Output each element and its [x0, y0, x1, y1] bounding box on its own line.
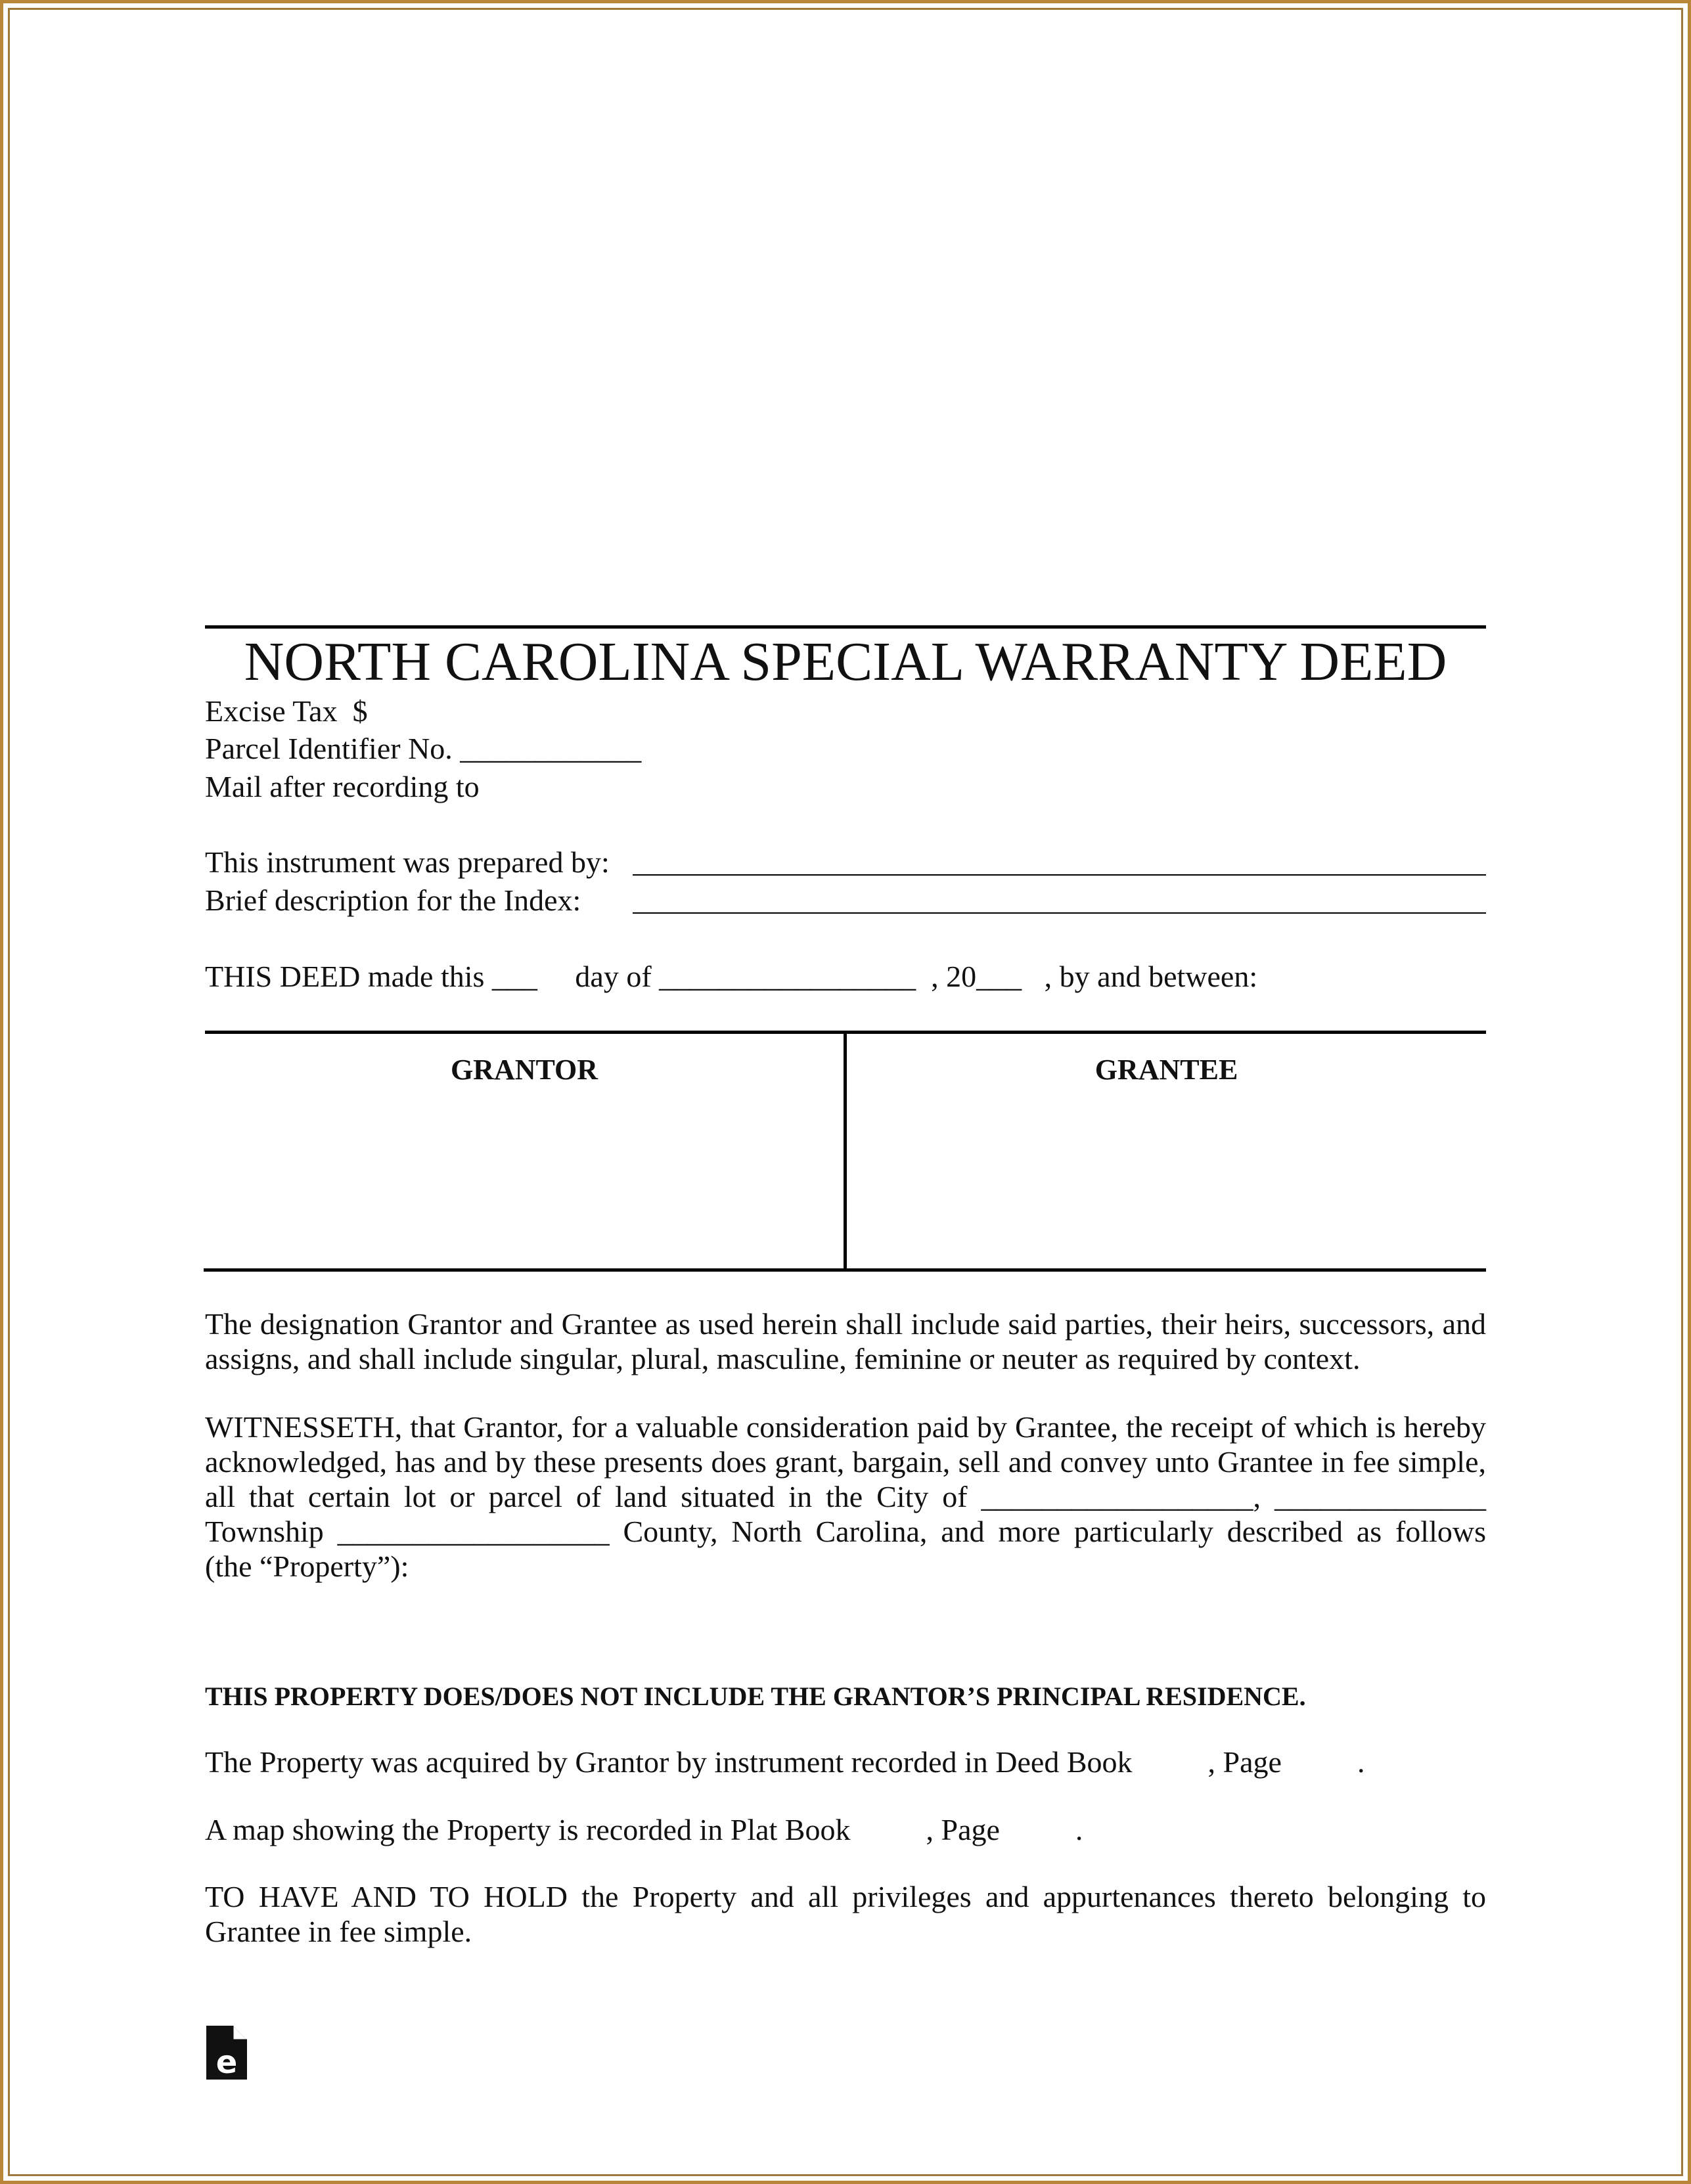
designation-line-1: The designation Grantor and Grantee as used herein shall include said parties, their heirs, successors, and [205, 1307, 1486, 1341]
designation-line-2: assigns, and shall include singular, plural, masculine, feminine or neuter as required by context. [205, 1342, 1361, 1375]
parcel-identifier: Parcel Identifier No. ____________ [205, 732, 642, 765]
svg-text:e: e [215, 2044, 238, 2081]
witnesseth-line-5: (the “Property”): [205, 1549, 409, 1583]
prepared-by-label: This instrument was prepared by: [205, 845, 610, 879]
to-have-line-2: Grantee in fee simple. [205, 1915, 472, 1948]
witnesseth-line-2: acknowledged, has and by these presents does grant, bargain, sell and convey unto Grantee in fee simple, [205, 1445, 1486, 1479]
witnesseth-line-4: Township __________________ County, North Carolina, and more particularly described as follows [205, 1515, 1486, 1548]
document-e-icon [204, 2023, 250, 2082]
principal-residence-statement: THIS PROPERTY DOES/DOES NOT INCLUDE THE GRANTOR’S PRINCIPAL RESIDENCE. [205, 1682, 1306, 1711]
page-title: NORTH CAROLINA SPECIAL WARRANTY DEED [244, 631, 1447, 692]
prepared-by-line [633, 874, 1486, 876]
excise-tax: Excise Tax $ [205, 694, 368, 728]
plat-book-line: A map showing the Property is recorded in Plat Book , Page . [205, 1813, 1083, 1846]
deed-book-line: The Property was acquired by Grantor by instrument recorded in Deed Book , Page . [205, 1745, 1365, 1779]
witnesseth-line-1: WITNESSETH, that Grantor, for a valuable consideration paid by Grantee, the receipt of which is hereby [205, 1410, 1486, 1444]
deed-date-line: THIS DEED made this ___ day of _________________ , 20___ , by and between: [205, 960, 1258, 993]
witnesseth-line-3: all that certain lot or parcel of land situated in the City of __________________, ______________ [205, 1480, 1486, 1513]
brief-description-line [633, 912, 1486, 914]
mail-after-recording: Mail after recording to [205, 770, 480, 803]
grantor-header: GRANTOR [450, 1054, 598, 1086]
party-table-bottom-rule [204, 1268, 1486, 1272]
to-have-line-1: TO HAVE AND TO HOLD the Property and all privileges and appurtenances thereto belonging to [205, 1880, 1486, 1913]
brief-description-label: Brief description for the Index: [205, 883, 581, 917]
grantee-header: GRANTEE [1094, 1054, 1238, 1086]
title-rule [205, 625, 1486, 629]
